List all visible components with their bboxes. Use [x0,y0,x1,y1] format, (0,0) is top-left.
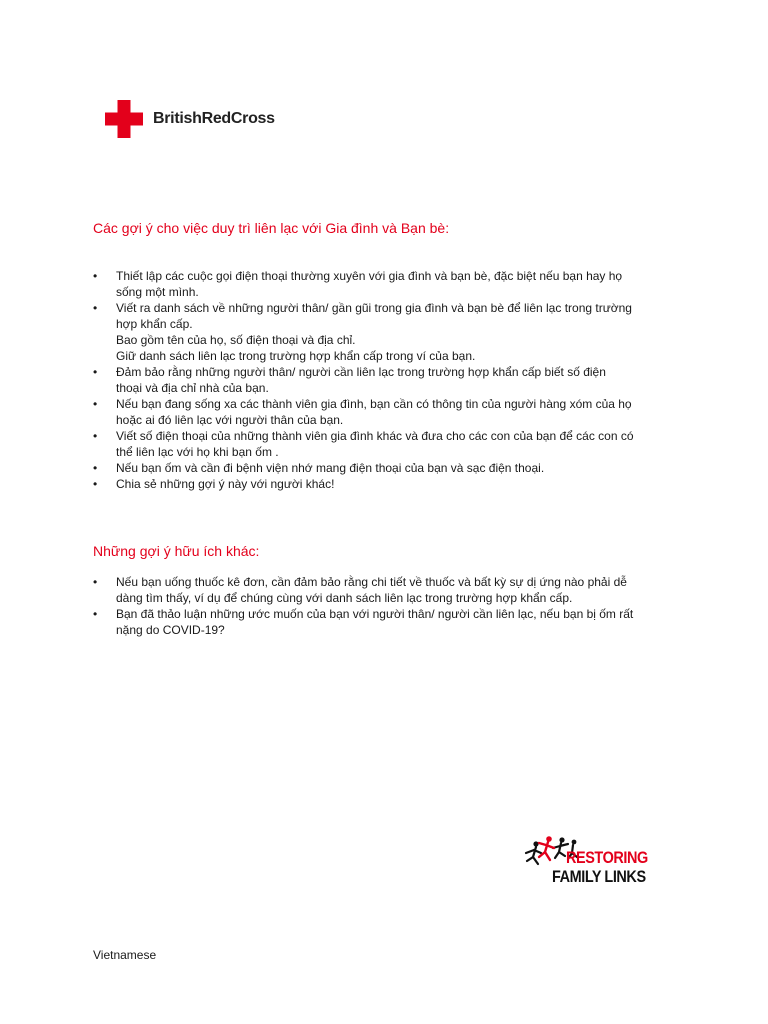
list-item [93,606,683,638]
list-item-line: • Viết ra danh sách về những người thân/ gần gũi trong gia đình và bạn bè để liên lạc trong trường [116,301,632,315]
list-item-line: thể liên lạc với họ khi bạn ốm . [116,445,279,459]
section-heading-keep-in-touch: Các gợi ý cho việc duy trì liên lạc với Gia đình và Bạn bè: [93,220,450,236]
list-item-line: • Viết số điện thoại của những thành viên gia đình khác và đưa cho các con của bạn để các con có [116,429,634,443]
list-item-line: Giữ danh sách liên lạc trong trường hợp khẩn cấp trong ví của bạn. [116,349,476,363]
logo-wordmark: BritishRedCross [153,110,275,127]
list-item-line: • Nếu bạn uống thuốc kê đơn, cần đảm bảo rằng chi tiết về thuốc và bất kỳ sự dị ứng nào phải dễ [116,575,627,589]
list-item-line: Bao gồm tên của họ, số điện thoại và địa chỉ. [116,333,356,347]
list-item [93,476,683,492]
restoring-family-links-logo [522,832,674,890]
list-item-line: • Chia sẻ những gợi ý này với người khác! [116,477,335,491]
red-cross-icon [105,100,143,138]
list-item [93,300,683,364]
list-item [93,428,683,460]
list-item-line: dàng tìm thấy, ví dụ để chúng cùng với danh sách liên lạc trong trường hợp khẩn cấp. [116,591,573,605]
list-item [93,396,683,428]
list-item-line: nặng do COVID-19? [116,623,225,637]
list-item-line: hoặc ai đó liên lạc với người thân của bạn. [116,413,344,427]
list-item-line: • Thiết lập các cuộc gọi điện thoại thường xuyên với gia đình và bạn bè, đặc biệt nếu bạn hay họ [116,269,623,283]
list-item-line: sống một mình. [116,285,199,299]
language-footer: Vietnamese [93,948,157,962]
list-item [93,364,683,396]
list-item-line: • Bạn đã thảo luận những ước muốn của bạn với người thân/ người cần liên lạc, nếu bạn bị ốm rất [116,607,634,621]
tips-list-other [93,574,683,638]
list-item-line: • Đảm bảo rằng những người thân/ người cần liên lạc trong trường hợp khẩn cấp biết số điện [116,365,606,379]
rfl-family-links-text: FAMILY LINKS [552,867,646,886]
list-item [93,268,683,300]
list-item-line: • Nếu bạn đang sống xa các thành viên gia đình, bạn cần có thông tin của người hàng xóm của họ [116,397,632,411]
list-item-line: hợp khẩn cấp. [116,317,193,331]
list-item-line: • Nếu bạn ốm và cần đi bệnh viện nhớ mang điện thoại của bạn và sạc điện thoại. [116,461,545,475]
british-red-cross-logo [105,100,275,138]
rfl-restoring-text: RESTORING [566,848,648,867]
section-heading-other-tips: Những gợi ý hữu ích khác: [93,543,260,559]
list-item [93,574,683,606]
list-item-line: thoại và địa chỉ nhà của bạn. [116,381,269,395]
tips-list-keep-in-touch [93,268,683,492]
list-item [93,460,683,476]
